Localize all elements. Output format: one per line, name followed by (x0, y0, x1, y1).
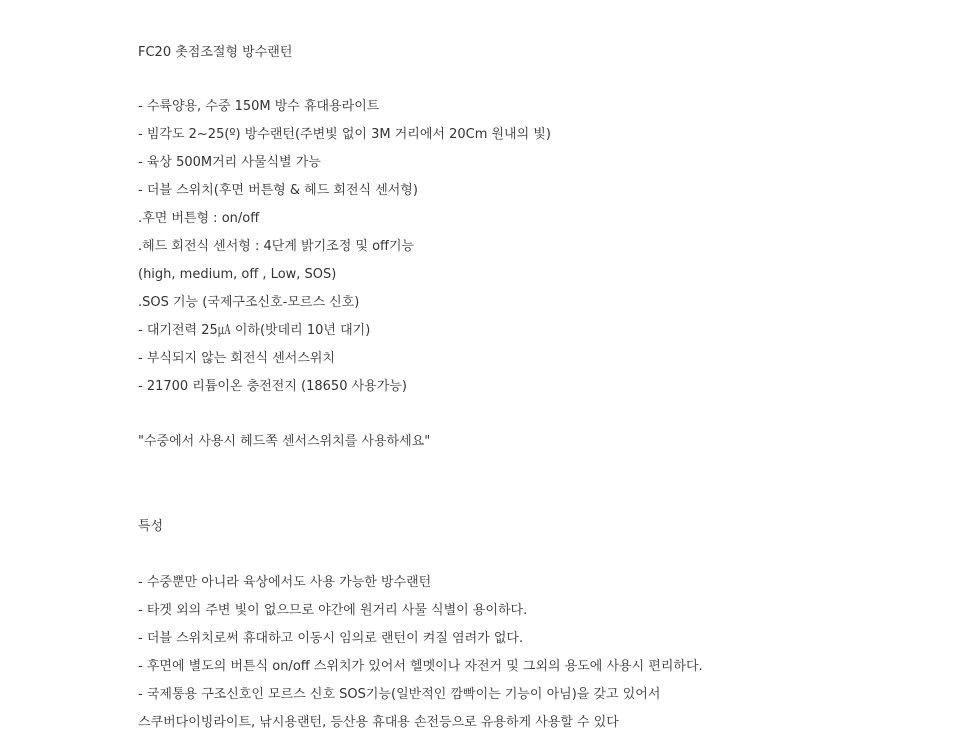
spec-line: (high, medium, off , Low, SOS) (138, 267, 337, 282)
spec-line: - 수륙양용, 수중 150M 방수 휴대용라이트 (138, 99, 380, 114)
feature-line: - 후면에 별도의 버튼식 on/off 스위치가 있어서 헬멧이나 자전거 및 그외의 용도에 사용시 편리하다. (138, 659, 703, 674)
spec-line: - 부식되지 않는 회전식 센서스위치 (138, 351, 336, 366)
feature-line: - 국제통용 구조신호인 모르스 신호 SOS기능(일반적인 깜빡이는 기능이 아님)을 갖고 있어서 (138, 687, 661, 702)
spec-line: - 빔각도 2~25(º) 방수랜턴(주변빛 없이 3M 거리에서 20Cm 원내의 빛) (138, 127, 551, 142)
feature-line: - 타겟 외의 주변 빛이 없으므로 야간에 원거리 사물 식별이 용이하다. (138, 603, 528, 618)
spec-line: - 더블 스위치(후면 버튼형 & 헤드 회전식 센서형) (138, 183, 418, 198)
spec-line: .후면 버튼형 : on/off (138, 211, 260, 226)
feature-line: - 수중뿐만 아니라 육상에서도 사용 가능한 방수랜턴 (138, 575, 432, 590)
usage-notice: "수중에서 사용시 헤드쪽 센서스위치를 사용하세요" (138, 434, 431, 449)
spec-line: .SOS 기능 (국제구조신호-모르스 신호) (138, 295, 360, 310)
features-heading: 특성 (138, 519, 164, 534)
spec-line: .헤드 회전식 센서형 : 4단계 밝기조정 및 off기능 (138, 239, 415, 254)
product-title: FC20 촛점조절형 방수랜턴 (138, 45, 293, 60)
spec-line: - 대기전력 25㎂ 이하(밧데리 10년 대기) (138, 323, 371, 338)
feature-line: - 더블 스위치로써 휴대하고 이동시 임의로 랜턴이 켜질 염려가 없다. (138, 631, 524, 646)
spec-line: - 육상 500M거리 사물식별 가능 (138, 155, 321, 170)
feature-line: 스쿠버다이빙라이트, 낚시용랜턴, 등산용 휴대용 손전등으로 유용하게 사용할 수 있다 (138, 715, 619, 730)
spec-line: - 21700 리튬이온 충전전지 (18650 사용가능) (138, 379, 407, 394)
